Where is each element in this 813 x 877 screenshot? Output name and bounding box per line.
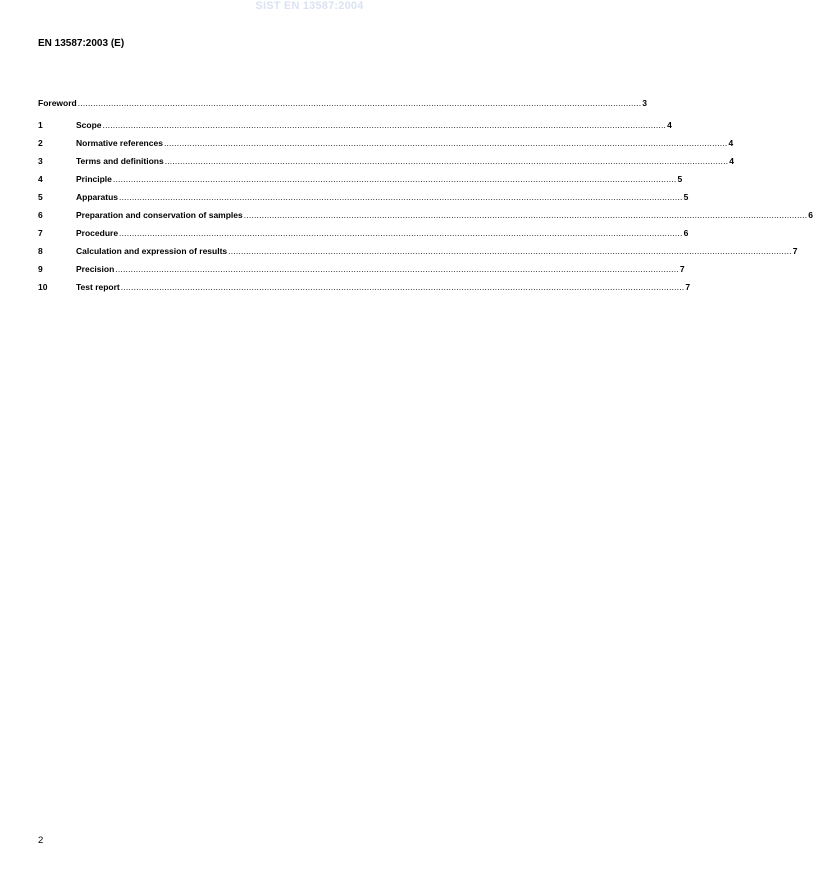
toc-entry-title: Principle [76,174,112,184]
toc-leader-dots: ............................................................................................................................................................................................................................ [228,246,792,256]
toc-entry-page: 7 [792,246,798,256]
toc-leader-dots: ............................................................................................................................................................................................................................ [119,228,683,238]
toc-entry-page: 5 [677,174,683,184]
document-header: EN 13587:2003 (E) [38,38,125,49]
toc-entry-calculation[interactable] [38,238,798,256]
toc-leader-dots: ............................................................................................................................................................................................................................ [119,192,683,202]
toc-entry-number: 10 [38,282,48,292]
toc-entry-number: 3 [38,156,43,166]
toc-entry-page: 6 [808,210,813,220]
toc-entry-number: 1 [38,120,43,130]
toc-entry-foreword[interactable] [38,94,648,108]
toc-leader-dots: ............................................................................................................................................................................................................................ [243,210,808,220]
toc-entry-number: 6 [38,210,43,220]
toc-entry-number: 7 [38,228,43,238]
toc-entry-number: 8 [38,246,43,256]
toc-entry-page: 3 [642,98,648,108]
watermark: SIST EN 13587:2004 [255,0,364,12]
toc-entry-apparatus[interactable] [38,184,689,202]
toc-entry-title: Precision [76,264,115,274]
toc-entry-title: Normative references [76,138,163,148]
toc-entry-number: 5 [38,192,43,202]
toc-entry-title: Terms and definitions [76,156,164,166]
toc-entry-page: 7 [685,282,691,292]
toc-entry-normative-references[interactable] [38,130,734,148]
toc-entry-preparation-of-samples[interactable] [38,202,813,220]
toc-entry-page: 4 [728,138,734,148]
toc-leader-dots: ............................................................................................................................................................................................................................ [120,282,685,292]
toc-leader-dots: ............................................................................................................................................................................................................................ [102,120,667,130]
toc-entry-principle[interactable] [38,166,683,184]
toc-entry-page: 7 [679,264,685,274]
page-number: 2 [38,835,44,846]
toc-entry-page: 4 [667,120,672,130]
toc-entry-title: Foreword [38,98,77,108]
toc-leader-dots: ............................................................................................................................................................................................................................ [163,138,728,148]
toc-entry-number: 4 [38,174,43,184]
toc-entry-number: 2 [38,138,43,148]
toc-entry-scope[interactable] [38,112,672,130]
toc-entry-page: 6 [683,228,689,238]
toc-entry-test-report[interactable] [38,274,691,292]
toc-leader-dots: ............................................................................................................................................................................................................................ [164,156,729,166]
toc-leader-dots: ............................................................................................................................................................................................................................ [115,264,679,274]
toc-entry-procedure[interactable] [38,220,689,238]
toc-entry-terms-and-definitions[interactable] [38,148,734,166]
toc-entry-title: Calculation and expression of results [76,246,228,256]
toc-entry-title: Apparatus [76,192,119,202]
toc-leader-dots: ............................................................................................................................................................................................................................ [77,98,642,108]
toc-entry-number: 9 [38,264,43,274]
toc-entry-page: 4 [729,156,734,166]
toc-leader-dots: ............................................................................................................................................................................................................................ [112,174,677,184]
toc-entry-precision[interactable] [38,256,685,274]
table-of-contents [38,94,813,292]
toc-entry-title: Scope [76,120,102,130]
toc-entry-page: 5 [683,192,689,202]
toc-entry-title: Preparation and conservation of samples [76,210,243,220]
toc-entry-title: Procedure [76,228,119,238]
toc-entry-title: Test report [76,282,120,292]
